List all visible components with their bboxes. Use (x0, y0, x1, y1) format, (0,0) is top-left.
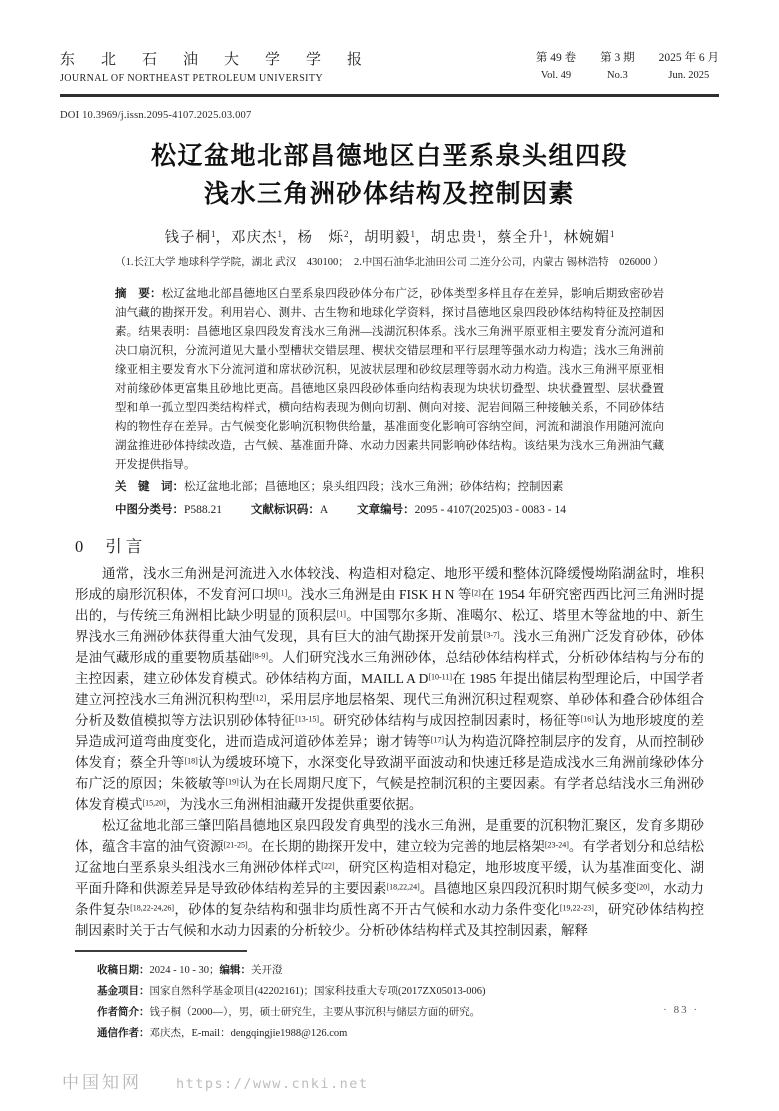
author-affiliation-sup: 1 (410, 229, 415, 239)
section-heading (75, 533, 704, 557)
author-name: 胡忠贵 (430, 230, 477, 246)
journal-header (60, 48, 719, 84)
author-name: 钱子桐 (164, 230, 211, 246)
abstract-label: 摘 要： (115, 288, 162, 300)
citation-ref: [17] (430, 735, 445, 745)
footnote-text: 关开澄 (251, 965, 283, 976)
date-cn: 2025 年 6 月 (658, 52, 719, 64)
citation-ref: [18,22-24,26] (130, 903, 175, 913)
author (231, 230, 282, 246)
author-name: 林婉媚 (563, 230, 610, 246)
cnki-watermark (62, 1068, 369, 1093)
citation-ref: [1] (277, 588, 288, 598)
authors-line: 钱子桐$^1$，邓庆杰$^1$，杨 烁$^2$，胡明毅$^1$，胡忠贵$^1$，蔡全升$^1$，林婉媚$^1$ (164, 229, 615, 246)
doc-code-label: 文献标识码： (250, 504, 320, 516)
author (497, 230, 548, 246)
author-affiliation-sup: 1 (543, 229, 548, 239)
author-name: 杨 烁 (297, 230, 344, 246)
footnote-divider (75, 950, 247, 952)
citation-ref: [18] (184, 756, 198, 766)
author (431, 230, 482, 246)
footnote-label: 基金项目： (97, 985, 150, 997)
author-affiliation-sup: 1 (277, 229, 282, 239)
issue-block (600, 49, 635, 81)
issue-cn: 第 3 期 (600, 52, 635, 64)
citation-ref: [16] (580, 714, 594, 724)
keywords-text: 松辽盆地北部；昌德地区；泉头组四段；浅水三角洲；砂体结构；控制因素 (184, 481, 564, 493)
author-name: 邓庆杰 (231, 230, 278, 246)
article-id-value: 2095 - 4107(2025)03 - 0083 - 14 (414, 504, 566, 516)
doc-code-value: A (319, 504, 329, 516)
keywords-line (115, 478, 664, 497)
citation-ref: [8-9] (252, 651, 269, 661)
article-title-line-2: 浅水三角洲砂体结构及控制因素 (203, 180, 575, 208)
citation-ref: [21-25] (223, 840, 248, 850)
article-id-item (357, 504, 566, 516)
footnote-line (75, 981, 704, 1002)
footnote-label: 作者简介： (97, 1006, 150, 1018)
author-affiliation-sup: 2 (344, 229, 349, 239)
doi-line: DOI 10.3969/j.issn.2095-4107.2025.03.007 (60, 110, 252, 121)
article-id-label: 文章编号： (357, 504, 415, 516)
header-rule (60, 94, 719, 97)
footnote-text: 2024 - 10 - 30； (149, 965, 220, 976)
author-affiliation-sup: 1 (610, 229, 615, 239)
footnote-text: 邓庆杰，E-mail：dengqingjie1988@126.com (149, 1028, 348, 1039)
citation-ref: [15,20] (142, 798, 166, 808)
affiliation-line: （1.长江大学 地球科学学院，湖北 武汉 430100； 2.中国石油华北油田公司 二连分公司，内蒙古 锡林浩特 026000 ） (115, 257, 664, 268)
section-title: 引言 (105, 537, 147, 556)
citation-ref: [10-11] (428, 672, 453, 682)
article-title-line-1: 松辽盆地北部昌德地区白垩系泉头组四段 (150, 142, 628, 170)
abstract-paragraph (115, 285, 664, 475)
author-name: 胡明毅 (364, 230, 411, 246)
clc-value: P588.21 (184, 504, 223, 516)
classification-line (115, 501, 664, 520)
footnotes (75, 960, 704, 1044)
author-affiliation-sup: 1 (211, 229, 216, 239)
cnki-url: https://www.cnki.net (176, 1076, 369, 1092)
citation-ref: [19] (225, 777, 239, 787)
citation-ref: [18,22,24] (386, 882, 420, 892)
citation-ref: [3-7] (483, 630, 500, 640)
volume-cn: 第 49 卷 (535, 52, 577, 64)
citation-ref: [2] (471, 588, 481, 598)
citation-ref: [23-24] (544, 840, 569, 850)
footnote-line (75, 960, 704, 981)
volume-en: Vol. 49 (540, 70, 572, 81)
volume-block (536, 49, 576, 81)
date-en: Jun. 2025 (668, 70, 710, 81)
footnote-block (75, 950, 704, 1044)
journal-name-cn: 东北石油大学学报 (60, 52, 389, 68)
author (165, 230, 216, 246)
citation-ref: [1] (336, 609, 346, 619)
author (364, 230, 415, 246)
citation-ref: [20] (636, 882, 650, 892)
author-affiliation-sup: 1 (477, 229, 482, 239)
article-title (60, 137, 719, 213)
section-number: 0 (75, 537, 84, 556)
footnote-label: 收稿日期： (97, 964, 150, 976)
footnote-line (75, 1002, 704, 1023)
body-paragraph-1: 通常，浅水三角洲是河流进入水体较浅、构造相对稳定、地形平缓和整体沉降缓慢坳陷湖盆时，堆积形成的扇形沉积体，不发育河口坝[1]。浅水三角洲是由 FISK H N 等[2]在 1954 年研究密西西比河三角洲时提出的，与传统三角洲相比缺少明显的顶积层[1]。中国鄂尔多斯、准噶尔、松辽、塔里木等盆地的中、新生界浅水三角洲砂体获得重大油气发现，具有巨大的油气勘探开发前景[3-7]。浅水三角洲广泛发育砂体，砂体是油气藏形成的重要物质基础[8-9]。人们研究浅水三角洲砂体，总结砂体结构样式，分析砂体结构与分布的主控因素，建立砂体发育模式。砂体结构方面，MAILL A D[10-11]在 1985 年提出储层构型理论后，中国学者建立河控浅水三角洲沉积构型[12]，采用层序地层格架、现代三角洲沉积过程观察、单砂体和叠合砂体组合分析及数值模拟等方法识别砂体特征[13-15]。研究砂体结构与成因控制因素时，杨征等[16]认为地形坡度的差异造成河道弯曲度变化，进而造成河道砂体差异；谢才铸等[17]认为构造沉降控制层序的发育，从而控制砂体发育；蔡全升等[18]认为缓坡环境下，水深变化导致湖平面波动和快速迁移是造成浅水三角洲前缘砂体分布广泛的原因；朱筱敏等[19]认为在长周期尺度下，气候是控制沉积的主要因素。有学者总结浅水三角洲砂体发育模式[15,20]，为浅水三角洲相油藏开发提供重要依据。 (75, 566, 705, 812)
doc-code-item (251, 504, 328, 516)
footnote-label: 编辑： (219, 964, 251, 976)
page-number: · 83 · (663, 1004, 699, 1016)
footnote-text: 钱子桐（2000—），男，硕士研究生，主要从事沉积与储层方面的研究。 (149, 1007, 481, 1018)
footnote-line (75, 1023, 704, 1044)
abstract-text: 松辽盆地北部昌德地区白垩系泉四段砂体分布广泛，砂体类型多样且存在差异，影响后期致密砂岩油气藏的勘探开发。利用岩心、测井、古生物和地球化学资料，探讨昌德地区泉四段砂体结构特征及控制因素。结果表明：昌德地区泉四段发育浅水三角洲—浅湖沉积体系。浅水三角洲平原亚相主要发育分流河道和决口扇沉积，分流河道见大量小型槽状交错层理、楔状交错层理和平行层理等强水动力构造；浅水三角洲前缘亚相主要发育水下分流河道和席状砂沉积，见波状层理和砂纹层理等弱水动力构造。浅水三角洲平原亚相对前缘砂体更富集且砂地比更高。昌德地区泉四段砂体垂向结构表现为块状切叠型、块状叠置型、层状叠置型和单一孤立型四类结构样式，横向结构表现为侧向切割、侧向对接、泥岩间隔三种接触关系，不同砂体结构的物性存在差异。古气候变化影响沉积物供给量，基准面变化影响可容纳空间，河流和湖浪作用随河流向湖盆推进砂体持续改造，古气候、基准面升降、水动力因素共同影响砂体结构。该结果为浅水三角洲油气藏开发提供指导。 (115, 288, 665, 471)
citation-ref: [12] (252, 693, 267, 703)
date-block (659, 49, 719, 81)
footnote-text: 国家自然科学基金项目(42202161)；国家科技重大专项(2017ZX05013-006) (149, 986, 486, 997)
cnki-brand: 中国知网 (62, 1073, 142, 1092)
footnote-label: 通信作者： (97, 1027, 150, 1039)
body-paragraph-2: 松辽盆地北部三肇凹陷昌德地区泉四段发育典型的浅水三角洲，是重要的沉积物汇聚区，发育多期砂体，蕴含丰富的油气资源[21-25]。在长期的勘探开发中，建立较为完善的地层格架[23-24]。有学者划分和总结松辽盆地白垩系泉头组浅水三角洲砂体样式[22]，研究区构造相对稳定，地形坡度平缓，认为基准面变化、湖平面升降和供源差异是导致砂体结构差异的主要因素[18,22,24]。昌德地区泉四段沉积时期气候多变[20]，水动力条件复杂[18,22-24,26]，砂体的复杂结构和强非均质性离不开古气候和水动力条件变化[19,22-23]，研究砂体结构控制因素时关于古气候和水动力因素的分析较少。分析砂体结构样式及其控制因素，解释 (75, 818, 705, 938)
clc-item (115, 504, 222, 516)
citation-ref: [19,22-23] (559, 903, 594, 913)
citation-ref: [22] (321, 861, 335, 871)
author (564, 230, 615, 246)
abstract-keywords-block (115, 285, 664, 520)
keywords-label: 关 键 词： (115, 481, 184, 493)
clc-label: 中图分类号： (115, 504, 184, 516)
issue-info (536, 48, 719, 81)
citation-ref: [13-15] (295, 714, 320, 724)
author (298, 230, 349, 246)
issue-en: No.3 (607, 70, 628, 81)
journal-name-block (60, 48, 388, 84)
author-name: 蔡全升 (497, 230, 544, 246)
journal-name-en: JOURNAL OF NORTHEAST PETROLEUM UNIVERSITY (60, 73, 324, 84)
body-text (60, 563, 719, 941)
